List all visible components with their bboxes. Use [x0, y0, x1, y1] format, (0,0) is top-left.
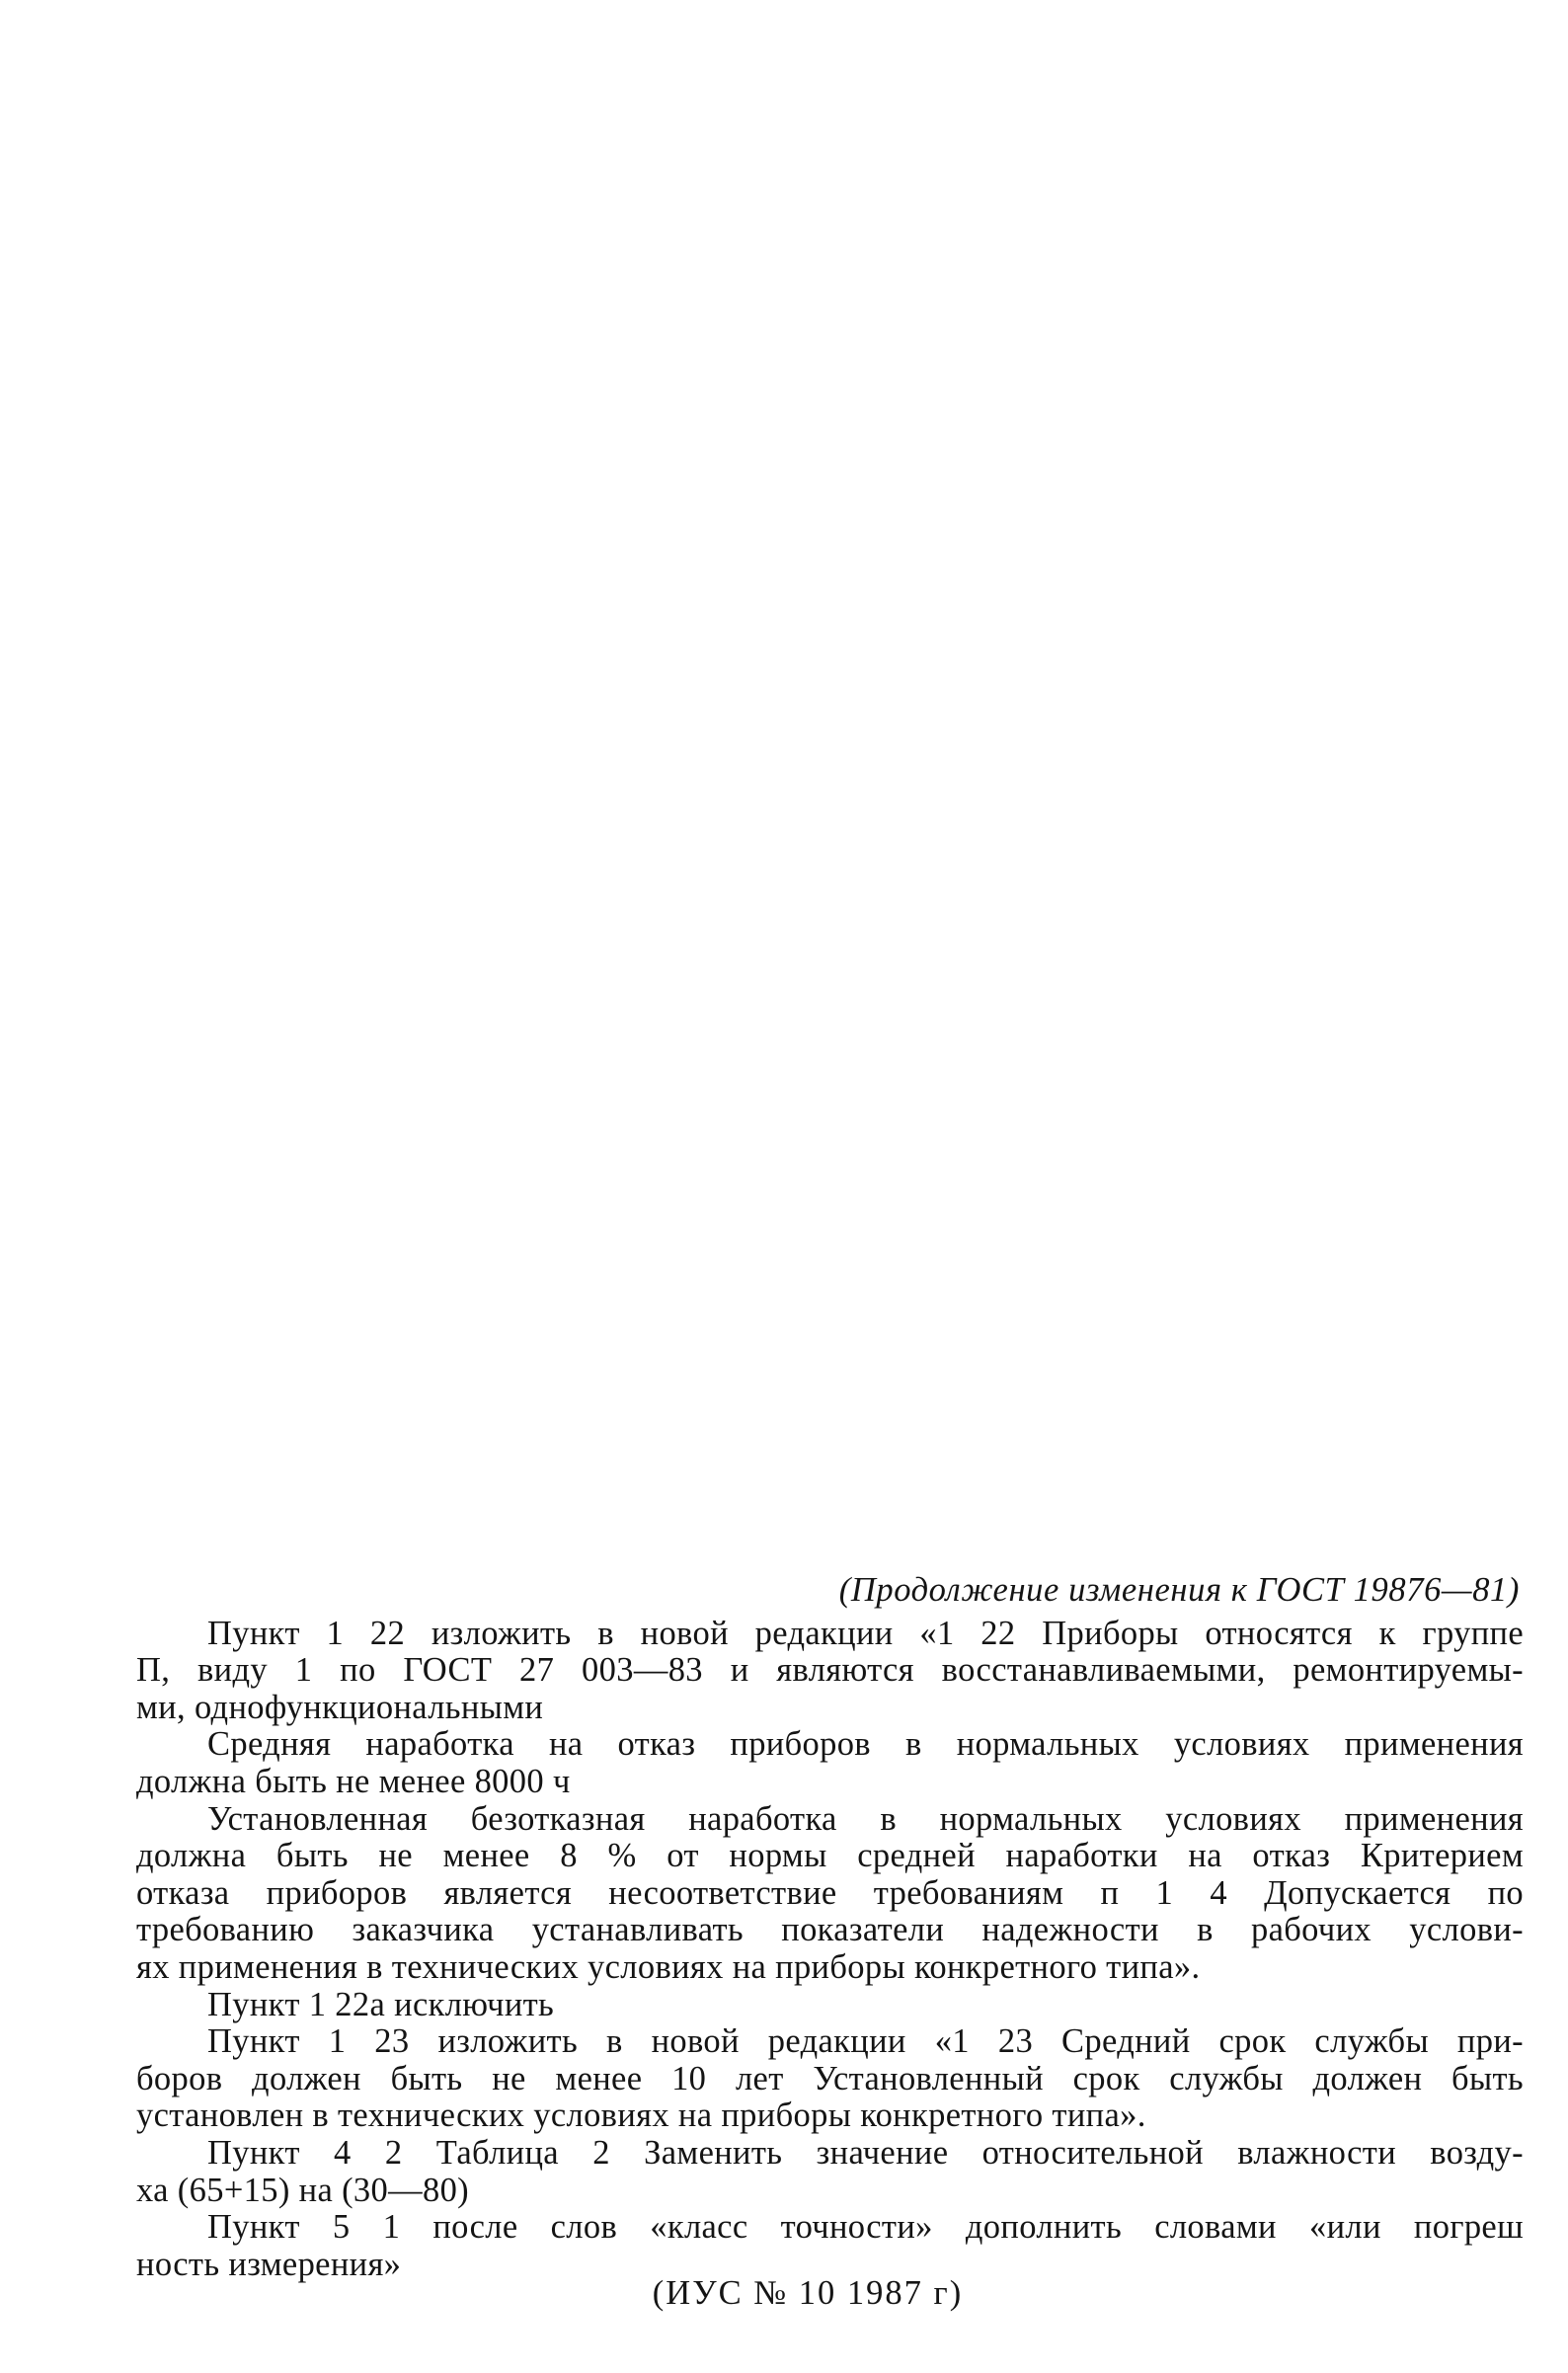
text-line: ность измерения» [136, 2245, 402, 2283]
text-line: Пункт 5 1 после слов «класс точности» дополнить словами «или погреш [207, 2208, 1524, 2247]
text-line: Установленная безотказная наработка в нормальных условиях применения [207, 1799, 1524, 1838]
text-line: Пункт 1 23 изложить в новой редакции «1 23 Средний срок службы при- [207, 2022, 1524, 2061]
source-reference [0, 2274, 1568, 2313]
text-line: ми, однофункциональными [136, 1688, 544, 1726]
text-line: Средняя наработка на отказ приборов в нормальных условиях применения [207, 1725, 1524, 1764]
paragraph-list [136, 1616, 1524, 2284]
text-line: Пункт 1 22а исключить [207, 1985, 555, 2023]
text-line: должна быть не менее 8 % от нормы средней наработки на отказ Критерием [136, 1837, 1524, 1875]
text-line: Пункт 4 2 Таблица 2 Заменить значение относительной влажности возду- [207, 2133, 1524, 2172]
source-reference-text: (ИУС № 10 1987 г) [652, 2274, 964, 2312]
paragraph [136, 1726, 1524, 1800]
text-line: Пункт 1 22 изложить в новой редакции «1 22 Приборы относятся к группе [207, 1614, 1524, 1652]
text-line: ях применения в технических условиях на приборы конкретного типа». [136, 1947, 1201, 1986]
paragraph [136, 2209, 1524, 2283]
text-line: требованию заказчика устанавливать показатели надежности в рабочих услови- [136, 1911, 1524, 1949]
text-line: П, виду 1 по ГОСТ 27 003—83 и являются восстанавливаемыми, ремонтируемы- [136, 1651, 1524, 1690]
continuation-header: (Продолжение изменения к ГОСТ 19876—81) [838, 1571, 1520, 1609]
paragraph [136, 1616, 1524, 1727]
text-line: боров должен быть не менее 10 лет Установленный срок службы должен быть [136, 2059, 1524, 2097]
amendment-text [136, 1572, 1524, 2283]
text-line: ха (65+15) на (30—80) [136, 2171, 470, 2209]
paragraph [136, 2135, 1524, 2209]
text-line: отказа приборов является несоответствие требованиям п 1 4 Допускается по [136, 1873, 1524, 1912]
paragraph [136, 2023, 1524, 2135]
text-line: установлен в технических условиях на приборы конкретного типа». [136, 2096, 1146, 2135]
paragraph [136, 1987, 1524, 2024]
paragraph [136, 1801, 1524, 1987]
text-line: должна быть не менее 8000 ч [136, 1762, 571, 1800]
